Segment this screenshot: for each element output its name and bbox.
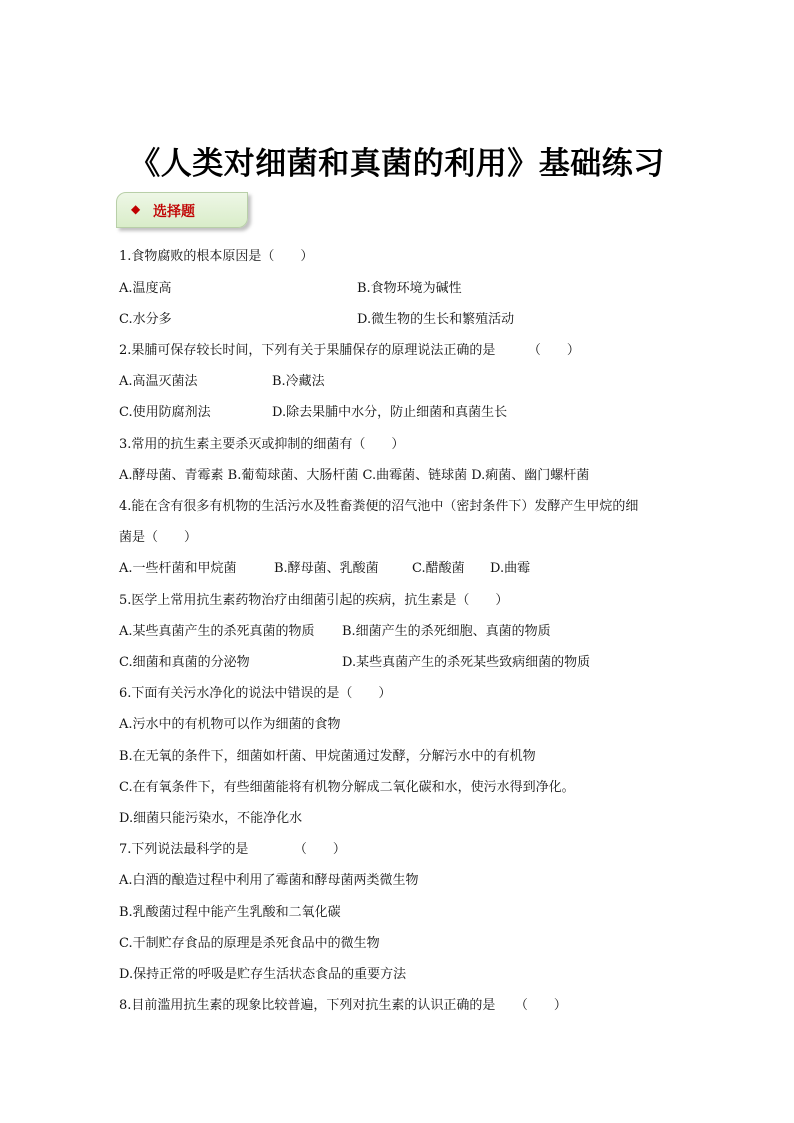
question-7-option-b: B.乳酸菌过程中能产生乳酸和二氧化碳	[119, 905, 341, 920]
question-1-stem: 1.食物腐败的根本原因是（ ）	[119, 249, 314, 264]
question-2-option-d: D.除去果脯中水分，防止细菌和真菌生长	[272, 405, 508, 420]
question-5-option-a: A.某些真菌产生的杀死真菌的物质	[119, 624, 315, 639]
section-header	[116, 192, 252, 232]
question-4-option-b: B.酵母菌、乳酸菌	[274, 561, 379, 576]
question-6-option-c: C.在有氧条件下，有些细菌能将有机物分解成二氧化碳和水，使污水得到净化。	[119, 780, 575, 795]
question-1-option-d: D.微生物的生长和繁殖活动	[357, 312, 515, 327]
question-3-options: A.酵母菌、青霉素 B.葡萄球菌、大肠杆菌 C.曲霉菌、链球菌 D.痢菌、幽门螺杆菌	[119, 468, 590, 483]
question-6-option-b: B.在无氧的条件下，细菌如杆菌、甲烷菌通过发酵，分解污水中的有机物	[119, 749, 536, 764]
question-5-option-b: B.细菌产生的杀死细胞、真菌的物质	[342, 624, 551, 639]
question-6-stem: 6.下面有关污水净化的说法中错误的是（ ）	[119, 686, 392, 701]
question-8-stem: 8.目前滥用抗生素的现象比较普遍，下列对抗生素的认识正确的是 （ ）	[119, 998, 567, 1013]
section-badge	[116, 192, 248, 228]
question-2-stem: 2.果脯可保存较长时间，下列有关于果脯保存的原理说法正确的是 （ ）	[119, 343, 580, 358]
question-7-option-c: C.干制贮存食品的原理是杀死食品中的微生物	[119, 936, 380, 951]
question-1-option-c: C.水分多	[119, 312, 172, 327]
question-7-option-d: D.保持正常的呼吸是贮存生活状态食品的重要方法	[119, 967, 407, 982]
section-label: 选择题	[153, 204, 195, 220]
question-2-option-a: A.高温灭菌法	[119, 374, 198, 389]
question-5-stem: 5.医学上常用抗生素药物治疗由细菌引起的疾病，抗生素是（ ）	[119, 593, 509, 608]
question-1-option-a: A.温度高	[119, 281, 172, 296]
question-2-option-c: C.使用防腐剂法	[119, 405, 211, 420]
question-7-option-a: A.白酒的酿造过程中利用了霉菌和酵母菌两类微生物	[119, 873, 419, 888]
question-4-option-d: D.曲霉	[490, 561, 531, 576]
diamond-bullet-icon: ◆	[131, 202, 141, 216]
question-4-stem: 4.能在含有很多有机物的生活污水及牲畜粪便的沼气池中（密封条件下）发酵产生甲烷的细	[119, 499, 639, 514]
question-3-stem: 3.常用的抗生素主要杀灭或抑制的细菌有（ ）	[119, 437, 405, 452]
question-4-option-a: A.一些杆菌和甲烷菌	[119, 561, 237, 576]
question-7-stem: 7.下列说法最科学的是 （ ）	[119, 842, 346, 857]
question-5-option-c: C.细菌和真菌的分泌物	[119, 655, 250, 670]
question-2-option-b: B.冷藏法	[272, 374, 325, 389]
page-title: 《人类对细菌和真菌的利用》基础练习	[129, 146, 665, 182]
question-4-option-c: C.醋酸菌	[412, 561, 465, 576]
question-1-option-b: B.食物环境为碱性	[357, 281, 462, 296]
question-6-option-d: D.细菌只能污染水，不能净化水	[119, 811, 303, 826]
question-4-stem-continued: 菌是（ ）	[119, 530, 198, 545]
question-5-option-d: D.某些真菌产生的杀死某些致病细菌的物质	[342, 655, 591, 670]
question-6-option-a: A.污水中的有机物可以作为细菌的食物	[119, 717, 341, 732]
